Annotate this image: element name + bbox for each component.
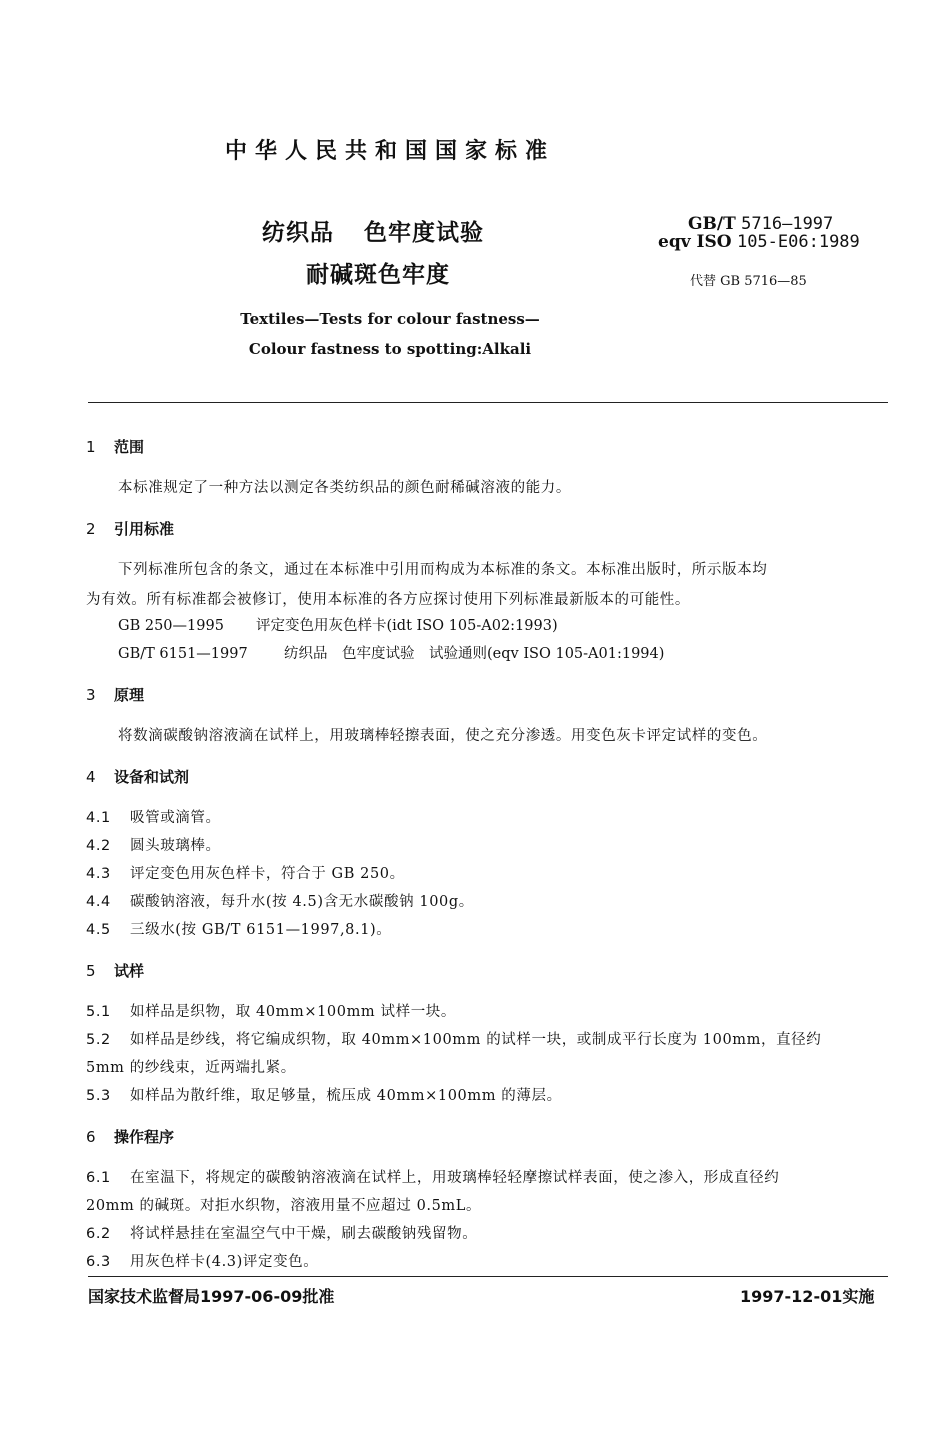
section-title: 操作程序 (114, 1128, 175, 1146)
title-part-textiles: 纺织品 (262, 220, 334, 246)
section-title: 范围 (114, 438, 145, 456)
section-heading-scope (86, 436, 144, 457)
item-number: 6.1 (86, 1170, 111, 1186)
item-number: 6.3 (86, 1254, 111, 1270)
section-title: 原理 (114, 686, 145, 704)
reference-code: GB/T 6151—1997 (118, 646, 248, 662)
list-item (86, 1084, 562, 1105)
section-scope-body: 本标准规定了一种方法以测定各类纺织品的颜色耐稀碱溶液的能力。 (118, 480, 571, 496)
section-number: 6 (86, 1128, 96, 1146)
reference-item (118, 614, 558, 635)
item-number: 5.1 (86, 1004, 111, 1020)
item-number: 5.2 (86, 1032, 111, 1048)
section-heading-apparatus (86, 766, 189, 787)
national-standard-banner: 中华人民共和国国家标准 (224, 139, 555, 164)
reference-item (118, 642, 664, 663)
effective-date: 1997-12-01实施 (740, 1287, 875, 1306)
section-number: 2 (86, 520, 96, 538)
item-number: 4.5 (86, 922, 111, 938)
section-heading-references (86, 518, 174, 539)
section-number: 1 (86, 438, 96, 456)
english-title-line-1: Textiles—Tests for colour fastness— (240, 310, 540, 328)
list-item (86, 834, 221, 855)
item-text: 圆头玻璃棒。 (130, 838, 221, 854)
english-title-line-2: Colour fastness to spotting:Alkali (248, 340, 532, 358)
references-paragraph-line-1: 下列标准所包含的条文，通过在本标准中引用而构成为本标准的条文。本标准出版时，所示版本均 (118, 562, 768, 578)
header-divider (88, 402, 888, 403)
item-text: 如样品是织物，取 40mm×100mm 试样一块。 (130, 1004, 456, 1020)
item-text: 如样品为散纤维，取足够量，梳压成 40mm×100mm 的薄层。 (130, 1088, 562, 1104)
document-subtitle: 耐碱斑色牢度 (306, 262, 450, 288)
list-item (86, 862, 405, 883)
item-text: 三级水(按 GB/T 6151—1997,8.1)。 (130, 922, 392, 938)
equivalent-prefix: eqv ISO (658, 232, 732, 252)
item-text: 用灰色样卡(4.3)评定变色。 (130, 1254, 319, 1270)
section-title: 试样 (114, 962, 145, 980)
list-item-continuation: 5mm 的纱线束，近两端扎紧。 (86, 1060, 296, 1076)
section-heading-specimen (86, 960, 144, 981)
item-text: 如样品是纱线，将它编成织物，取 40mm×100mm 的试样一块，或制成平行长度为 100mm，直径约 (130, 1032, 822, 1048)
section-number: 3 (86, 686, 96, 704)
list-item (86, 806, 221, 827)
reference-code: GB 250—1995 (118, 618, 224, 634)
item-number: 5.3 (86, 1088, 111, 1104)
document-title (262, 214, 484, 247)
item-text: 将试样悬挂在室温空气中干燥，刷去碳酸钠残留物。 (130, 1226, 478, 1242)
section-title: 设备和试剂 (114, 768, 190, 786)
list-item (86, 1250, 318, 1271)
reference-title: 纺织品 色牢度试验 试验通则(eqv ISO 105-A01:1994) (284, 646, 665, 662)
section-number: 4 (86, 768, 96, 786)
standard-code-number: 5716—1997 (741, 214, 834, 234)
item-number: 6.2 (86, 1226, 111, 1242)
item-text: 吸管或滴管。 (130, 810, 221, 826)
section-principle-body: 将数滴碳酸钠溶液滴在试样上，用玻璃棒轻擦表面，使之充分渗透。用变色灰卡评定试样的变色。 (118, 728, 768, 744)
list-item (86, 1222, 477, 1243)
list-item-continuation: 20mm 的碱斑。对拒水织物，溶液用量不应超过 0.5mL。 (86, 1198, 482, 1214)
equivalent-number: 105-E06:1989 (736, 232, 860, 252)
list-item (86, 1028, 821, 1049)
item-number: 4.4 (86, 894, 111, 910)
section-title: 引用标准 (114, 520, 175, 538)
replaces-standard: 代替 GB 5716—85 (690, 274, 807, 289)
section-number: 5 (86, 962, 96, 980)
equivalent-standard (658, 232, 860, 252)
item-text: 在室温下，将规定的碳酸钠溶液滴在试样上，用玻璃棒轻轻摩擦试样表面，使之渗入，形成直径约 (130, 1170, 780, 1186)
reference-title: 评定变色用灰色样卡(idt ISO 105-A02:1993) (256, 618, 558, 634)
list-item (86, 1166, 779, 1187)
footer-divider (88, 1276, 888, 1277)
item-number: 4.3 (86, 866, 111, 882)
list-item (86, 1000, 456, 1021)
item-text: 评定变色用灰色样卡，符合于 GB 250。 (130, 866, 405, 882)
item-number: 4.2 (86, 838, 111, 854)
section-heading-principle (86, 684, 144, 705)
standard-number (688, 214, 833, 234)
approval-date: 国家技术监督局1997-06-09批准 (88, 1287, 335, 1306)
list-item (86, 890, 474, 911)
item-text: 碳酸钠溶液，每升水(按 4.5)含无水碳酸钠 100g。 (130, 894, 474, 910)
title-part-colour-fastness: 色牢度试验 (364, 220, 484, 246)
item-number: 4.1 (86, 810, 111, 826)
section-heading-procedure (86, 1126, 174, 1147)
references-paragraph-line-2: 为有效。所有标准都会被修订，使用本标准的各方应探讨使用下列标准最新版本的可能性。 (86, 592, 690, 608)
list-item (86, 918, 391, 939)
standard-code-prefix: GB/T (688, 214, 736, 234)
